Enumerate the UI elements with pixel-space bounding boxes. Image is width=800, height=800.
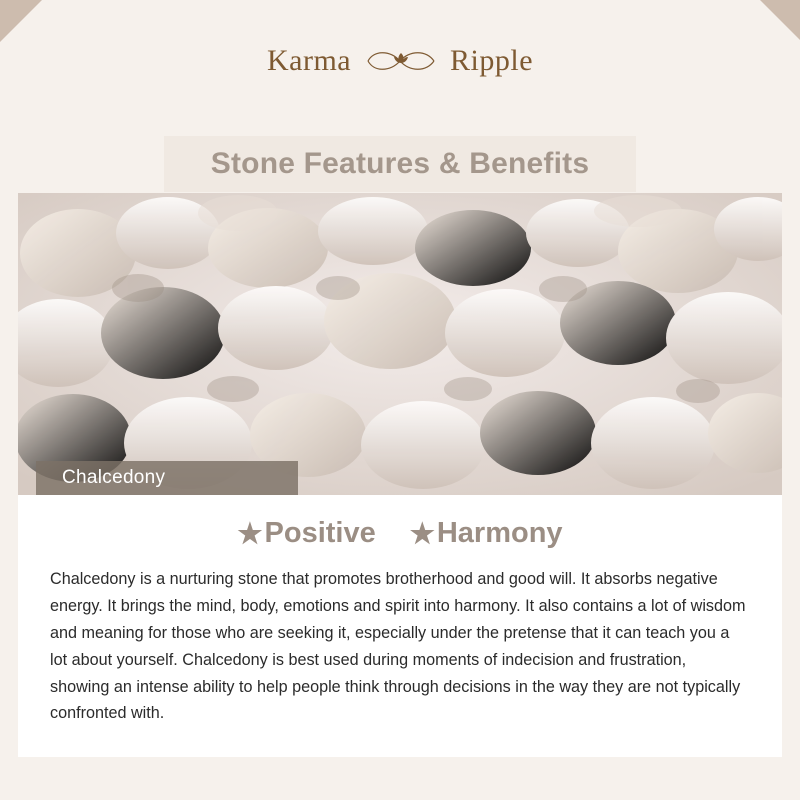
brand-name-left: Karma [266,44,352,77]
stone-name-plate [36,461,298,495]
stone-name: Chalcedony [62,467,166,488]
star-icon: ★ [409,517,435,549]
content-card [18,495,782,757]
stone-photo-illustration [18,193,782,495]
page-title: Stone Features & Benefits [210,147,590,180]
star-icon: ★ [237,517,263,549]
keyword-item-positive [237,517,375,550]
corner-decoration-top-left [0,0,42,42]
lotus-infinity-icon [364,44,438,78]
keyword-list [18,495,782,550]
brand-logo [0,44,800,78]
keyword-label-positive: Positive [264,517,376,549]
bottom-strip [0,757,800,800]
keyword-label-harmony: Harmony [436,517,563,549]
stone-photo [18,193,782,495]
stone-description: Chalcedony is a nurturing stone that promotes brotherhood and good will. It absorbs negative energy. It brings the mind, body, emotions and spirit into harmony. It also contains a lot of wisdom and meaning for those who are seeking it, especially under the pretense that it can teach you a lot about yourself. Chalcedony is best used during moments of indecision and frustration, showing an intense ability to help people think through decisions in the way they are not typically confronted with. [50,570,746,723]
brand-name-right: Ripple [450,44,534,77]
page-title-band [164,136,636,192]
corner-decoration-top-right [760,0,800,40]
keyword-item-harmony [410,517,563,550]
